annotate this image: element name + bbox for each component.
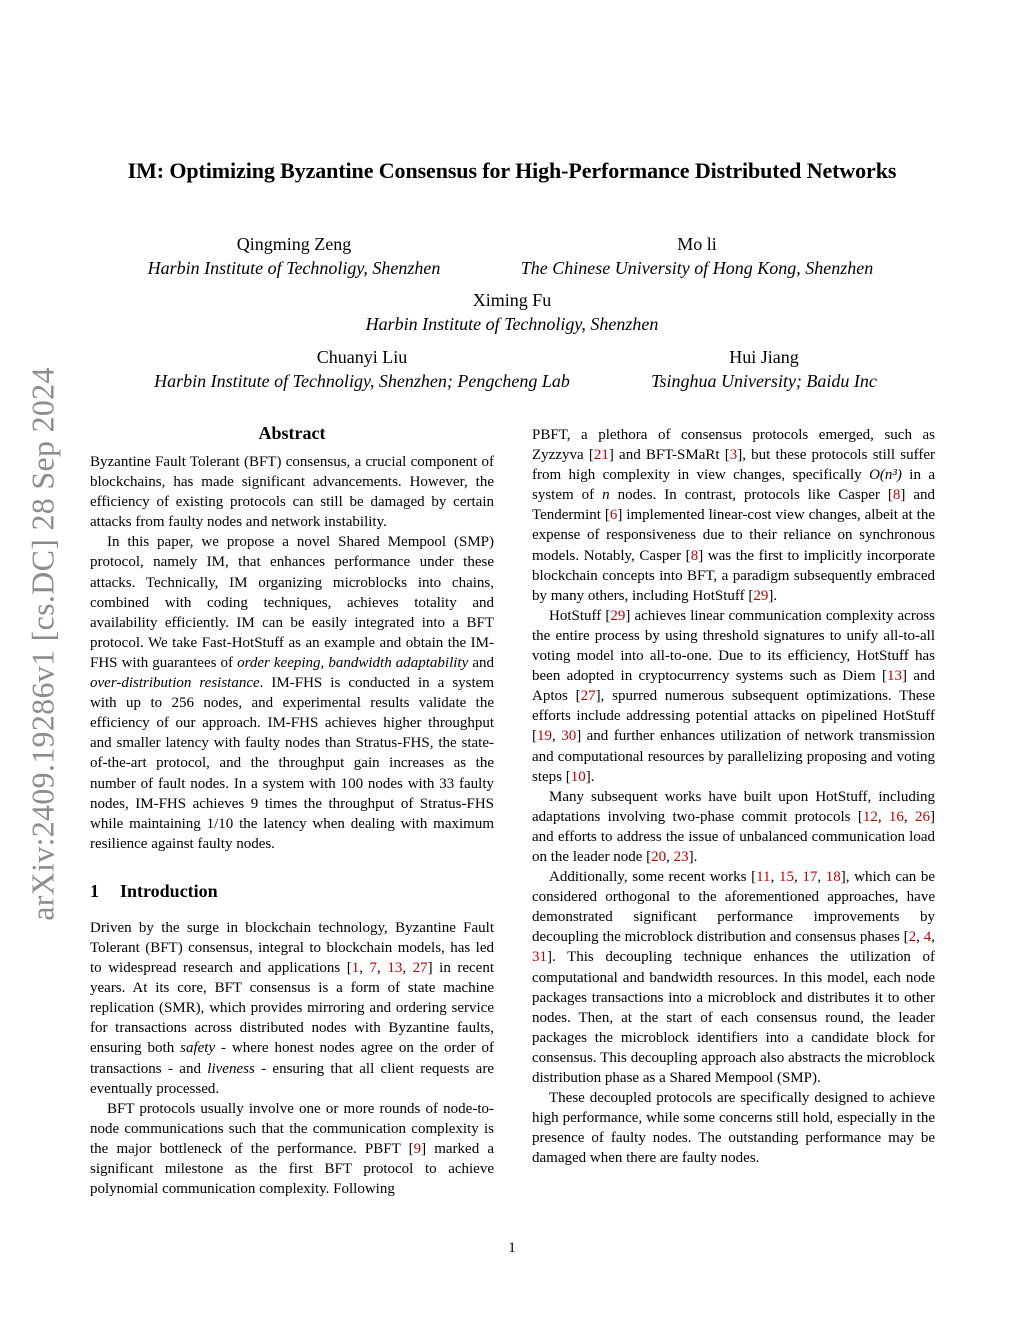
author-block <box>148 232 441 280</box>
citation-link[interactable]: 8 <box>892 487 901 504</box>
citation-link[interactable]: 20 <box>651 848 667 865</box>
citation-link[interactable]: 8 <box>690 547 699 564</box>
citation-link[interactable]: 31 <box>532 949 547 966</box>
citation-link[interactable]: 13 <box>886 668 902 685</box>
citation-link[interactable]: 29 <box>753 587 769 604</box>
section-heading-introduction: 1 Introduction <box>90 880 218 901</box>
citation-link[interactable]: 12 <box>862 808 878 825</box>
citation-link[interactable]: 27 <box>580 688 596 705</box>
left-column <box>90 422 494 1199</box>
intro-paragraph-7: These decoupled protocols are specifically designed to achieve high performance, while some concerns still hold, especially in the presence of faulty nodes. The outstanding performance may be damaged when there are faulty nodes. <box>532 1090 935 1167</box>
citation-link[interactable]: 19 <box>537 728 552 745</box>
page-number: 1 <box>508 1240 516 1256</box>
citation-link[interactable]: 16 <box>888 808 904 825</box>
abstract-paragraph-1: Byzantine Fault Tolerant (BFT) consensus, a crucial component of blockchains, has made significant advancements. However, the efficiency of existing protocols can still be damaged by certain attacks from faulty nodes and network instability. <box>90 454 494 531</box>
citation-link[interactable]: 30 <box>561 728 577 745</box>
intro-paragraph-4: HotStuff [29] achieves linear communication complexity across the entire process by using threshold signatures to unify all-to-all voting model into all-to-one. Due to its efficiency, HotStuff has been adopted in cryptocurrency systems such as Diem [13] and Aptos [27], spurred numerous subsequent optimizations. These efforts include addressing potential attacks on pipelined HotStuff [19, 30] and further enhances utilization of network transmission and computational resources by parallelizing proposing and voting steps [10]. <box>532 607 935 785</box>
citation-link[interactable]: 29 <box>610 607 626 624</box>
intro-paragraph-2: BFT protocols usually involve one or more rounds of node-to-node communications such that the communication complexity is the major bottleneck of the performance. PBFT [9] marked a significant milestone as the first BFT protocol to achieve polynomial communication complexity. Following <box>90 1100 494 1198</box>
citation-link[interactable]: 9 <box>413 1140 422 1157</box>
author-affiliation: Tsinghua University; Baidu Inc <box>651 371 877 391</box>
abstract-heading: Abstract <box>258 423 326 443</box>
right-column <box>532 425 935 1168</box>
author-name: Ximing Fu <box>472 290 552 310</box>
intro-paragraph-1: Driven by the surge in blockchain technology, Byzantine Fault Tolerant (BFT) consensus, integral to blockchain models, has led to widespread research and applications [1, 7, 13, 27] in recent years. At its core, BFT consensus is a form of state machine replication (SMR), which provides mirroring and ordering service for transactions across distributed nodes with Byzantine faults, ensuring both safety - where honest nodes agree on the order of transactions - and liveness - ensuring that all client requests are eventually processed. <box>90 919 495 1097</box>
author-name: Hui Jiang <box>729 347 799 367</box>
citation-link[interactable]: 11 <box>756 869 771 886</box>
citation-link[interactable]: 4 <box>923 929 932 946</box>
math-complexity: O(n³) <box>869 467 902 484</box>
arxiv-stamp: arXiv:2409.19286v1 [cs.DC] 28 Sep 2024 <box>24 367 61 921</box>
paper-title: IM: Optimizing Byzantine Consensus for High-Performance Distributed Networks <box>127 158 897 183</box>
author-name: Qingming Zeng <box>236 234 352 254</box>
intro-paragraph-6: Additionally, some recent works [11, 15, 17, 18], which can be considered orthogonal to the aforementioned approaches, have demonstrated significant performance improvements by decoupling the microblock distribution and consensus phases [2, 4, 31]. This decoupling technique enhances the utilization of computational and bandwidth resources. In this model, each node packages transactions into a microblock and distributes it to other nodes. Then, at the start of each consensus round, the leader packages the microblock identifiers into a candidate block for consensus. This decoupling approach also abstracts the microblock distribution phase as a Shared Mempool (SMP). <box>532 869 936 1086</box>
citation-link[interactable]: 27 <box>412 960 428 977</box>
author-affiliation: Harbin Institute of Technoligy, Shenzhen <box>147 258 441 278</box>
citation-link[interactable]: 23 <box>673 848 689 865</box>
author-block <box>366 288 659 336</box>
author-affiliation: Harbin Institute of Technoligy, Shenzhen <box>365 314 659 334</box>
author-name: Chuanyi Liu <box>316 347 408 367</box>
citation-link[interactable]: 3 <box>729 447 738 464</box>
citation-link[interactable]: 26 <box>915 808 930 825</box>
citation-link[interactable]: 6 <box>609 507 618 524</box>
intro-paragraph-5: Many subsequent works have built upon HotStuff, including adaptations involving two-phase commit protocols [12, 16, 26] and efforts to address the issue of unbalanced communication load on the leader node [20, 23]. <box>532 788 935 865</box>
author-name: Mo li <box>677 234 717 254</box>
citation-link[interactable]: 10 <box>570 768 586 785</box>
citation-link[interactable]: 13 <box>387 960 403 977</box>
intro-paragraph-3: PBFT, a plethora of consensus protocols emerged, such as Zyzzyva [21] and BFT-SMaRt [3], but these protocols still suffer from high complexity in view changes, specifically O(n³) in a system of n nodes. In contrast, protocols like Casper [8] and Tendermint [6] implemented linear-cost view changes, albeit at the expense of responsiveness due to their reliance on synchronous models. Notably, Casper [8] was the first to implicitly incorporate blockchain concepts into BFT, a paradigm subsequently embraced by many others, including HotStuff [29]. <box>532 427 935 604</box>
citation-link[interactable]: 7 <box>369 960 378 977</box>
author-block <box>154 345 570 393</box>
abstract-paragraph-2: In this paper, we propose a novel Shared Mempool (SMP) protocol, namely IM, that enhances performance under these attacks. Technically, IM organizing microblocks into chains, combined with coding techniques, achieves totality and availability efficiently. IM can be easily integrated into a BFT protocol. We take Fast-HotStuff as an example and obtain the IM-FHS with guarantees of order keeping, bandwidth adaptability and over-distribution resistance. IM-FHS is conducted in a system with up to 256 nodes, and experimental results validate the efficiency of our approach. IM-FHS achieves higher throughput and smaller latency with faulty nodes than Stratus-FHS, the state-of-the-art protocol, and the throughput gain increases as the number of fault nodes. In a system with 100 nodes with 33 faulty nodes, IM-FHS achieves 9 times the throughput of Stratus-FHS while maintaining 1/10 the latency when dealing with maximum resilience against faulty nodes. <box>90 534 495 852</box>
citation-link[interactable]: 15 <box>778 869 794 886</box>
author-affiliation: The Chinese University of Hong Kong, Shenzhen <box>520 258 874 278</box>
author-block <box>651 345 877 393</box>
author-block <box>521 232 873 280</box>
author-affiliation: Harbin Institute of Technoligy, Shenzhen; Pengcheng Lab <box>154 371 570 391</box>
citation-link[interactable]: 18 <box>825 869 841 886</box>
citation-link[interactable]: 21 <box>593 447 609 464</box>
citation-link[interactable]: 17 <box>802 869 818 886</box>
citation-link[interactable]: 1 <box>351 960 360 977</box>
citation-link[interactable]: 2 <box>908 929 917 946</box>
